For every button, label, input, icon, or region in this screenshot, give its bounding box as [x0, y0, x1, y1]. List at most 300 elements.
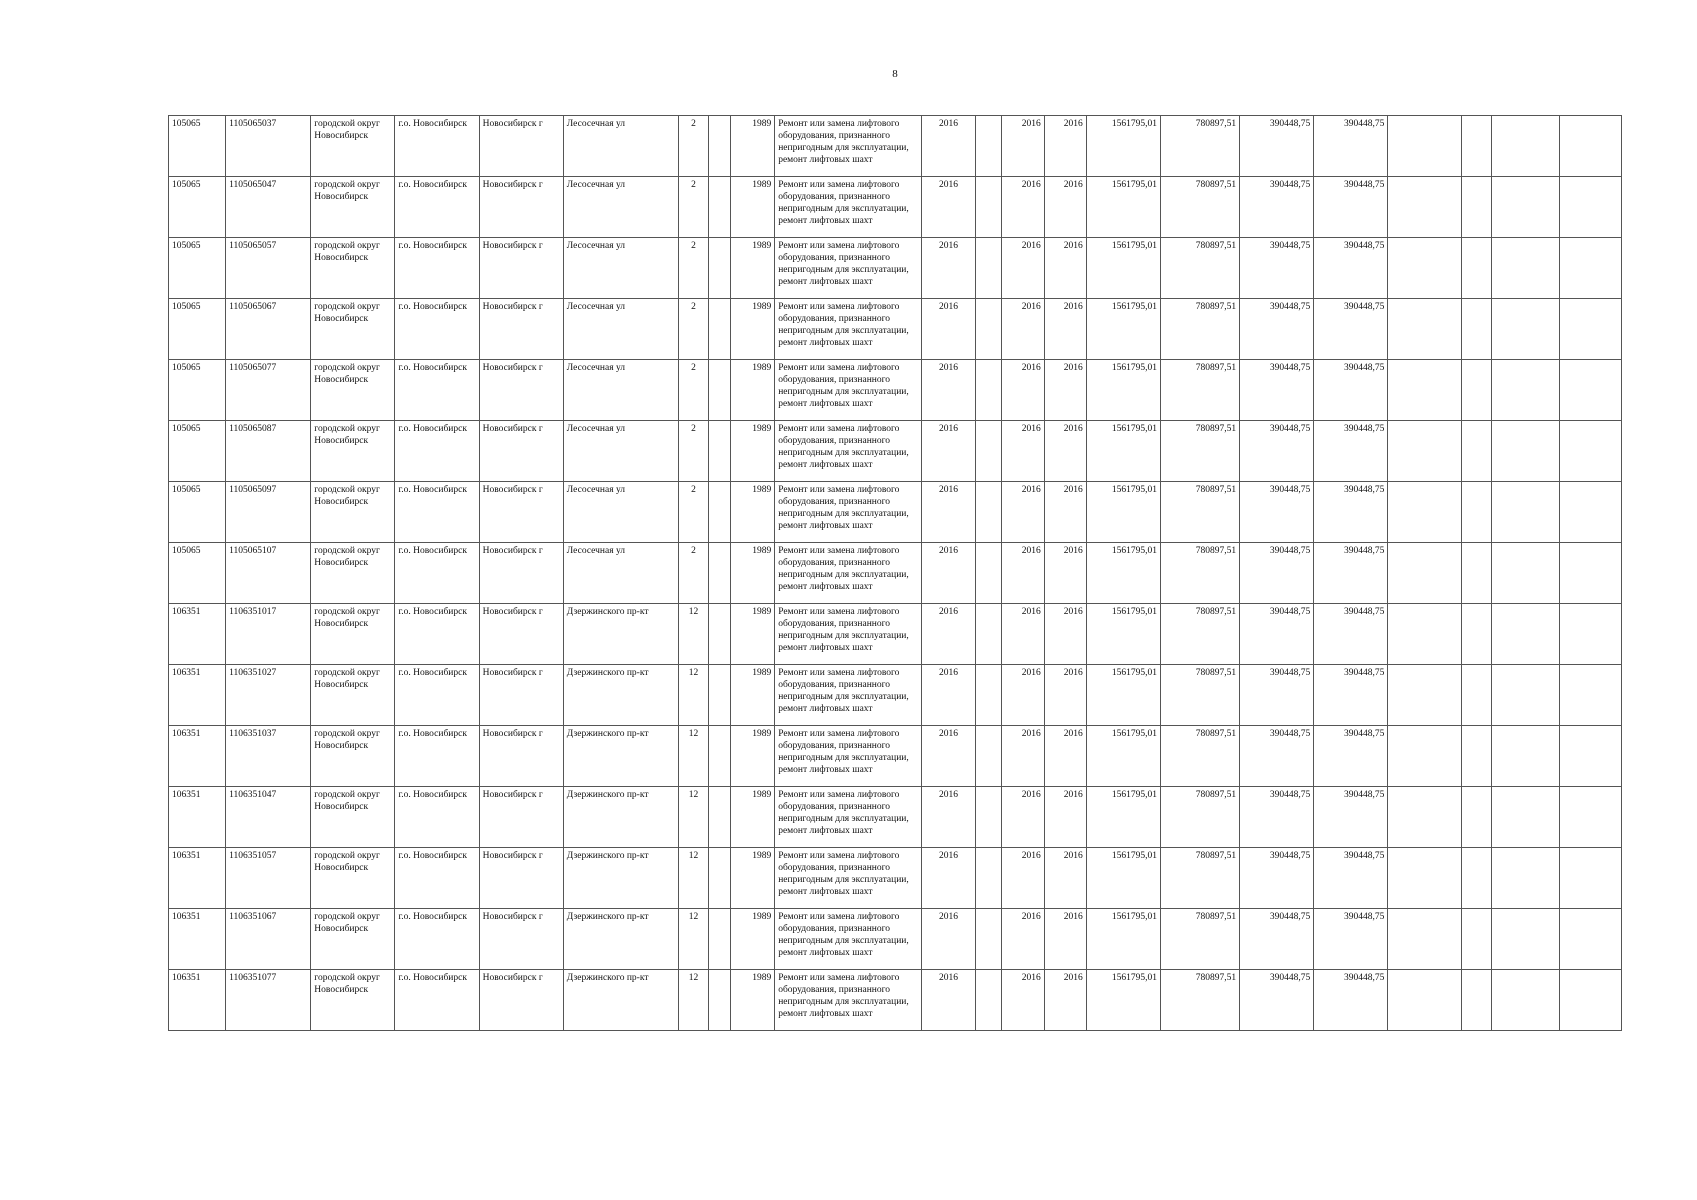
start-year-cell: 2016: [1001, 848, 1044, 909]
street-cell: Лесосечная ул: [563, 238, 678, 299]
fund-share-cell: 780897,51: [1160, 970, 1239, 1031]
regional-share-cell: 390448,75: [1240, 177, 1314, 238]
code-cell: 106351: [169, 970, 226, 1031]
start-year-cell: 2016: [1001, 238, 1044, 299]
house-cell: 2: [679, 421, 709, 482]
city-cell: Новосибирск г: [479, 787, 563, 848]
house-cell: 2: [679, 116, 709, 177]
year-built-cell: 1989: [731, 421, 775, 482]
work-type-cell: Ремонт или замена лифтового оборудования, признанного непригодным для эксплуатации, ремонт лифтовых шахт: [775, 726, 922, 787]
extra-year-cell: [975, 360, 1001, 421]
empty-cell: [1461, 604, 1491, 665]
street-cell: Лесосечная ул: [563, 299, 678, 360]
end-year-cell: 2016: [1044, 726, 1086, 787]
house-cell: 2: [679, 299, 709, 360]
code-cell: 105065: [169, 360, 226, 421]
plan-year-cell: 2016: [922, 787, 975, 848]
code-cell: 105065: [169, 421, 226, 482]
extra-year-cell: [975, 787, 1001, 848]
street-cell: Лесосечная ул: [563, 482, 678, 543]
city-cell: Новосибирск г: [479, 726, 563, 787]
id-cell: 1105065077: [226, 360, 311, 421]
empty-cell: [1559, 848, 1621, 909]
municipality-cell: городской округ Новосибирск: [311, 299, 395, 360]
municipality-cell: городской округ Новосибирск: [311, 970, 395, 1031]
local-share-cell: 390448,75: [1314, 360, 1388, 421]
plan-year-cell: 2016: [922, 116, 975, 177]
empty-cell: [1388, 238, 1461, 299]
building-cell: [709, 543, 731, 604]
id-cell: 1105065107: [226, 543, 311, 604]
start-year-cell: 2016: [1001, 360, 1044, 421]
id-cell: 1105065087: [226, 421, 311, 482]
end-year-cell: 2016: [1044, 299, 1086, 360]
total-cost-cell: 1561795,01: [1086, 543, 1160, 604]
capital-repair-table: [168, 115, 1622, 1031]
empty-cell: [1559, 116, 1621, 177]
end-year-cell: 2016: [1044, 116, 1086, 177]
end-year-cell: 2016: [1044, 848, 1086, 909]
work-type-cell: Ремонт или замена лифтового оборудования, признанного непригодным для эксплуатации, ремонт лифтовых шахт: [775, 421, 922, 482]
house-cell: 12: [679, 604, 709, 665]
start-year-cell: 2016: [1001, 177, 1044, 238]
building-cell: [709, 604, 731, 665]
city-cell: Новосибирск г: [479, 116, 563, 177]
local-share-cell: 390448,75: [1314, 238, 1388, 299]
work-type-cell: Ремонт или замена лифтового оборудования, признанного непригодным для эксплуатации, ремонт лифтовых шахт: [775, 787, 922, 848]
regional-share-cell: 390448,75: [1240, 238, 1314, 299]
empty-cell: [1461, 909, 1491, 970]
code-cell: 105065: [169, 238, 226, 299]
empty-cell: [1388, 970, 1461, 1031]
empty-cell: [1491, 299, 1559, 360]
regional-share-cell: 390448,75: [1240, 665, 1314, 726]
municipality-cell: городской округ Новосибирск: [311, 421, 395, 482]
plan-year-cell: 2016: [922, 909, 975, 970]
regional-share-cell: 390448,75: [1240, 299, 1314, 360]
fund-share-cell: 780897,51: [1160, 787, 1239, 848]
end-year-cell: 2016: [1044, 421, 1086, 482]
code-cell: 105065: [169, 116, 226, 177]
end-year-cell: 2016: [1044, 482, 1086, 543]
fund-share-cell: 780897,51: [1160, 116, 1239, 177]
code-cell: 106351: [169, 604, 226, 665]
year-built-cell: 1989: [731, 360, 775, 421]
building-cell: [709, 726, 731, 787]
extra-year-cell: [975, 604, 1001, 665]
plan-year-cell: 2016: [922, 543, 975, 604]
building-cell: [709, 360, 731, 421]
city-cell: Новосибирск г: [479, 299, 563, 360]
district-cell: г.о. Новосибирск: [395, 665, 479, 726]
table-row: [169, 116, 1622, 177]
street-cell: Дзержинского пр-кт: [563, 787, 678, 848]
table-row: [169, 604, 1622, 665]
plan-year-cell: 2016: [922, 421, 975, 482]
fund-share-cell: 780897,51: [1160, 299, 1239, 360]
table-row: [169, 238, 1622, 299]
city-cell: Новосибирск г: [479, 665, 563, 726]
end-year-cell: 2016: [1044, 604, 1086, 665]
total-cost-cell: 1561795,01: [1086, 787, 1160, 848]
empty-cell: [1388, 421, 1461, 482]
empty-cell: [1461, 299, 1491, 360]
empty-cell: [1491, 177, 1559, 238]
work-type-cell: Ремонт или замена лифтового оборудования, признанного непригодным для эксплуатации, ремонт лифтовых шахт: [775, 848, 922, 909]
extra-year-cell: [975, 177, 1001, 238]
city-cell: Новосибирск г: [479, 543, 563, 604]
local-share-cell: 390448,75: [1314, 787, 1388, 848]
table-row: [169, 848, 1622, 909]
id-cell: 1106351017: [226, 604, 311, 665]
start-year-cell: 2016: [1001, 299, 1044, 360]
empty-cell: [1491, 543, 1559, 604]
street-cell: Дзержинского пр-кт: [563, 604, 678, 665]
empty-cell: [1491, 787, 1559, 848]
id-cell: 1105065057: [226, 238, 311, 299]
local-share-cell: 390448,75: [1314, 299, 1388, 360]
fund-share-cell: 780897,51: [1160, 421, 1239, 482]
empty-cell: [1388, 116, 1461, 177]
id-cell: 1106351027: [226, 665, 311, 726]
id-cell: 1106351077: [226, 970, 311, 1031]
empty-cell: [1491, 238, 1559, 299]
end-year-cell: 2016: [1044, 543, 1086, 604]
work-type-cell: Ремонт или замена лифтового оборудования, признанного непригодным для эксплуатации, ремонт лифтовых шахт: [775, 970, 922, 1031]
start-year-cell: 2016: [1001, 726, 1044, 787]
municipality-cell: городской округ Новосибирск: [311, 543, 395, 604]
building-cell: [709, 482, 731, 543]
plan-year-cell: 2016: [922, 848, 975, 909]
plan-year-cell: 2016: [922, 360, 975, 421]
empty-cell: [1559, 665, 1621, 726]
fund-share-cell: 780897,51: [1160, 238, 1239, 299]
municipality-cell: городской округ Новосибирск: [311, 604, 395, 665]
empty-cell: [1461, 970, 1491, 1031]
fund-share-cell: 780897,51: [1160, 604, 1239, 665]
empty-cell: [1388, 299, 1461, 360]
year-built-cell: 1989: [731, 177, 775, 238]
year-built-cell: 1989: [731, 238, 775, 299]
local-share-cell: 390448,75: [1314, 421, 1388, 482]
id-cell: 1106351057: [226, 848, 311, 909]
building-cell: [709, 665, 731, 726]
house-cell: 12: [679, 848, 709, 909]
total-cost-cell: 1561795,01: [1086, 665, 1160, 726]
year-built-cell: 1989: [731, 726, 775, 787]
table-row: [169, 360, 1622, 421]
extra-year-cell: [975, 238, 1001, 299]
empty-cell: [1559, 787, 1621, 848]
district-cell: г.о. Новосибирск: [395, 360, 479, 421]
end-year-cell: 2016: [1044, 909, 1086, 970]
street-cell: Лесосечная ул: [563, 421, 678, 482]
regional-share-cell: 390448,75: [1240, 604, 1314, 665]
municipality-cell: городской округ Новосибирск: [311, 909, 395, 970]
start-year-cell: 2016: [1001, 482, 1044, 543]
house-cell: 2: [679, 360, 709, 421]
fund-share-cell: 780897,51: [1160, 909, 1239, 970]
empty-cell: [1388, 360, 1461, 421]
work-type-cell: Ремонт или замена лифтового оборудования, признанного непригодным для эксплуатации, ремонт лифтовых шахт: [775, 604, 922, 665]
start-year-cell: 2016: [1001, 116, 1044, 177]
district-cell: г.о. Новосибирск: [395, 726, 479, 787]
empty-cell: [1461, 543, 1491, 604]
work-type-cell: Ремонт или замена лифтового оборудования, признанного непригодным для эксплуатации, ремонт лифтовых шахт: [775, 299, 922, 360]
building-cell: [709, 421, 731, 482]
plan-year-cell: 2016: [922, 604, 975, 665]
empty-cell: [1559, 604, 1621, 665]
empty-cell: [1559, 482, 1621, 543]
empty-cell: [1559, 299, 1621, 360]
year-built-cell: 1989: [731, 787, 775, 848]
city-cell: Новосибирск г: [479, 482, 563, 543]
end-year-cell: 2016: [1044, 360, 1086, 421]
municipality-cell: городской округ Новосибирск: [311, 116, 395, 177]
city-cell: Новосибирск г: [479, 238, 563, 299]
year-built-cell: 1989: [731, 665, 775, 726]
house-cell: 2: [679, 238, 709, 299]
plan-year-cell: 2016: [922, 665, 975, 726]
district-cell: г.о. Новосибирск: [395, 482, 479, 543]
start-year-cell: 2016: [1001, 970, 1044, 1031]
table-row: [169, 177, 1622, 238]
extra-year-cell: [975, 482, 1001, 543]
street-cell: Лесосечная ул: [563, 543, 678, 604]
start-year-cell: 2016: [1001, 787, 1044, 848]
empty-cell: [1388, 909, 1461, 970]
extra-year-cell: [975, 909, 1001, 970]
empty-cell: [1559, 421, 1621, 482]
work-type-cell: Ремонт или замена лифтового оборудования, признанного непригодным для эксплуатации, ремонт лифтовых шахт: [775, 360, 922, 421]
district-cell: г.о. Новосибирск: [395, 604, 479, 665]
extra-year-cell: [975, 848, 1001, 909]
table-row: [169, 543, 1622, 604]
empty-cell: [1491, 665, 1559, 726]
regional-share-cell: 390448,75: [1240, 543, 1314, 604]
empty-cell: [1491, 604, 1559, 665]
house-cell: 2: [679, 482, 709, 543]
house-cell: 12: [679, 909, 709, 970]
code-cell: 106351: [169, 665, 226, 726]
code-cell: 105065: [169, 299, 226, 360]
empty-cell: [1491, 848, 1559, 909]
empty-cell: [1491, 726, 1559, 787]
total-cost-cell: 1561795,01: [1086, 116, 1160, 177]
extra-year-cell: [975, 970, 1001, 1031]
total-cost-cell: 1561795,01: [1086, 177, 1160, 238]
code-cell: 106351: [169, 726, 226, 787]
empty-cell: [1559, 177, 1621, 238]
empty-cell: [1491, 421, 1559, 482]
street-cell: Лесосечная ул: [563, 116, 678, 177]
empty-cell: [1388, 848, 1461, 909]
fund-share-cell: 780897,51: [1160, 726, 1239, 787]
district-cell: г.о. Новосибирск: [395, 543, 479, 604]
year-built-cell: 1989: [731, 543, 775, 604]
total-cost-cell: 1561795,01: [1086, 421, 1160, 482]
year-built-cell: 1989: [731, 299, 775, 360]
id-cell: 1105065047: [226, 177, 311, 238]
start-year-cell: 2016: [1001, 421, 1044, 482]
start-year-cell: 2016: [1001, 543, 1044, 604]
empty-cell: [1461, 848, 1491, 909]
total-cost-cell: 1561795,01: [1086, 726, 1160, 787]
regional-share-cell: 390448,75: [1240, 421, 1314, 482]
building-cell: [709, 177, 731, 238]
fund-share-cell: 780897,51: [1160, 482, 1239, 543]
regional-share-cell: 390448,75: [1240, 726, 1314, 787]
total-cost-cell: 1561795,01: [1086, 360, 1160, 421]
regional-share-cell: 390448,75: [1240, 848, 1314, 909]
year-built-cell: 1989: [731, 482, 775, 543]
id-cell: 1106351067: [226, 909, 311, 970]
street-cell: Лесосечная ул: [563, 177, 678, 238]
code-cell: 106351: [169, 787, 226, 848]
id-cell: 1106351037: [226, 726, 311, 787]
plan-year-cell: 2016: [922, 970, 975, 1031]
extra-year-cell: [975, 543, 1001, 604]
total-cost-cell: 1561795,01: [1086, 604, 1160, 665]
street-cell: Дзержинского пр-кт: [563, 726, 678, 787]
id-cell: 1105065067: [226, 299, 311, 360]
start-year-cell: 2016: [1001, 665, 1044, 726]
extra-year-cell: [975, 421, 1001, 482]
empty-cell: [1388, 604, 1461, 665]
regional-share-cell: 390448,75: [1240, 970, 1314, 1031]
work-type-cell: Ремонт или замена лифтового оборудования, признанного непригодным для эксплуатации, ремонт лифтовых шахт: [775, 909, 922, 970]
year-built-cell: 1989: [731, 116, 775, 177]
building-cell: [709, 970, 731, 1031]
year-built-cell: 1989: [731, 909, 775, 970]
fund-share-cell: 780897,51: [1160, 848, 1239, 909]
id-cell: 1105065097: [226, 482, 311, 543]
building-cell: [709, 848, 731, 909]
street-cell: Дзержинского пр-кт: [563, 665, 678, 726]
house-cell: 12: [679, 787, 709, 848]
house-cell: 12: [679, 726, 709, 787]
empty-cell: [1388, 726, 1461, 787]
empty-cell: [1461, 787, 1491, 848]
empty-cell: [1491, 970, 1559, 1031]
regional-share-cell: 390448,75: [1240, 116, 1314, 177]
table-row: [169, 665, 1622, 726]
municipality-cell: городской округ Новосибирск: [311, 482, 395, 543]
table-row: [169, 787, 1622, 848]
house-cell: 12: [679, 970, 709, 1031]
code-cell: 105065: [169, 177, 226, 238]
empty-cell: [1559, 543, 1621, 604]
district-cell: г.о. Новосибирск: [395, 970, 479, 1031]
empty-cell: [1388, 787, 1461, 848]
year-built-cell: 1989: [731, 970, 775, 1031]
empty-cell: [1461, 726, 1491, 787]
empty-cell: [1491, 116, 1559, 177]
extra-year-cell: [975, 299, 1001, 360]
start-year-cell: 2016: [1001, 909, 1044, 970]
city-cell: Новосибирск г: [479, 604, 563, 665]
end-year-cell: 2016: [1044, 177, 1086, 238]
district-cell: г.о. Новосибирск: [395, 787, 479, 848]
total-cost-cell: 1561795,01: [1086, 238, 1160, 299]
table-row: [169, 909, 1622, 970]
empty-cell: [1461, 482, 1491, 543]
local-share-cell: 390448,75: [1314, 909, 1388, 970]
street-cell: Дзержинского пр-кт: [563, 848, 678, 909]
regional-share-cell: 390448,75: [1240, 787, 1314, 848]
page-number: 8: [892, 68, 898, 80]
city-cell: Новосибирск г: [479, 848, 563, 909]
extra-year-cell: [975, 116, 1001, 177]
plan-year-cell: 2016: [922, 482, 975, 543]
house-cell: 2: [679, 177, 709, 238]
municipality-cell: городской округ Новосибирск: [311, 848, 395, 909]
building-cell: [709, 238, 731, 299]
municipality-cell: городской округ Новосибирск: [311, 787, 395, 848]
fund-share-cell: 780897,51: [1160, 360, 1239, 421]
municipality-cell: городской округ Новосибирск: [311, 238, 395, 299]
building-cell: [709, 787, 731, 848]
empty-cell: [1388, 543, 1461, 604]
city-cell: Новосибирск г: [479, 177, 563, 238]
local-share-cell: 390448,75: [1314, 848, 1388, 909]
regional-share-cell: 390448,75: [1240, 360, 1314, 421]
district-cell: г.о. Новосибирск: [395, 116, 479, 177]
municipality-cell: городской округ Новосибирск: [311, 726, 395, 787]
plan-year-cell: 2016: [922, 299, 975, 360]
empty-cell: [1461, 421, 1491, 482]
table-row: [169, 970, 1622, 1031]
empty-cell: [1559, 909, 1621, 970]
street-cell: Лесосечная ул: [563, 360, 678, 421]
plan-year-cell: 2016: [922, 177, 975, 238]
plan-year-cell: 2016: [922, 726, 975, 787]
house-cell: 12: [679, 665, 709, 726]
start-year-cell: 2016: [1001, 604, 1044, 665]
extra-year-cell: [975, 726, 1001, 787]
empty-cell: [1461, 116, 1491, 177]
local-share-cell: 390448,75: [1314, 726, 1388, 787]
municipality-cell: городской округ Новосибирск: [311, 665, 395, 726]
local-share-cell: 390448,75: [1314, 482, 1388, 543]
street-cell: Дзержинского пр-кт: [563, 970, 678, 1031]
empty-cell: [1491, 909, 1559, 970]
plan-year-cell: 2016: [922, 238, 975, 299]
municipality-cell: городской округ Новосибирск: [311, 177, 395, 238]
local-share-cell: 390448,75: [1314, 177, 1388, 238]
empty-cell: [1461, 665, 1491, 726]
street-cell: Дзержинского пр-кт: [563, 909, 678, 970]
building-cell: [709, 909, 731, 970]
city-cell: Новосибирск г: [479, 970, 563, 1031]
district-cell: г.о. Новосибирск: [395, 421, 479, 482]
municipality-cell: городской округ Новосибирск: [311, 360, 395, 421]
total-cost-cell: 1561795,01: [1086, 299, 1160, 360]
work-type-cell: Ремонт или замена лифтового оборудования, признанного непригодным для эксплуатации, ремонт лифтовых шахт: [775, 116, 922, 177]
work-type-cell: Ремонт или замена лифтового оборудования, признанного непригодным для эксплуатации, ремонт лифтовых шахт: [775, 177, 922, 238]
building-cell: [709, 116, 731, 177]
work-type-cell: Ремонт или замена лифтового оборудования, признанного непригодным для эксплуатации, ремонт лифтовых шахт: [775, 665, 922, 726]
total-cost-cell: 1561795,01: [1086, 909, 1160, 970]
house-cell: 2: [679, 543, 709, 604]
code-cell: 106351: [169, 909, 226, 970]
table-row: [169, 482, 1622, 543]
empty-cell: [1461, 360, 1491, 421]
empty-cell: [1491, 482, 1559, 543]
end-year-cell: 2016: [1044, 665, 1086, 726]
regional-share-cell: 390448,75: [1240, 909, 1314, 970]
work-type-cell: Ремонт или замена лифтового оборудования, признанного непригодным для эксплуатации, ремонт лифтовых шахт: [775, 543, 922, 604]
